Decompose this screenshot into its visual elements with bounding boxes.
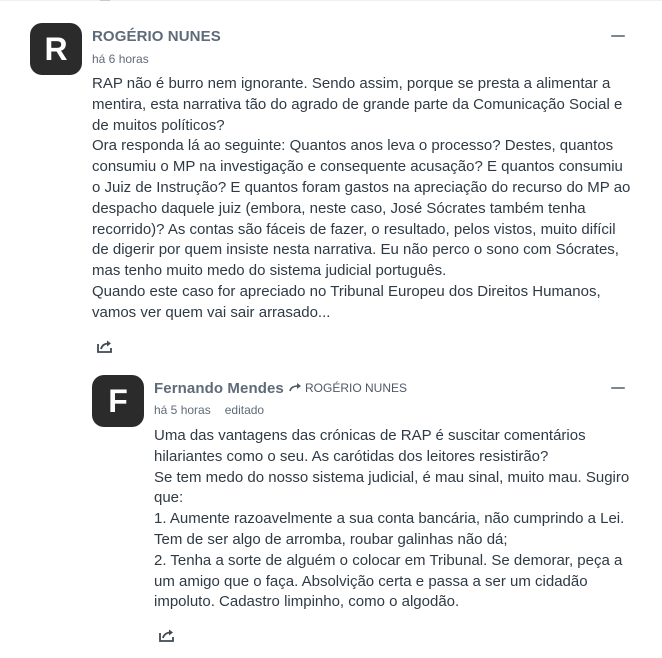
- collapse-button[interactable]: [607, 28, 629, 44]
- comment-paragraph: 1. Aumente razoavelmente a sua conta bancária, não cumprindo a Lei. Tem de ser algo de arromba, roubar galinhas não dá;: [154, 510, 625, 548]
- share-icon: [158, 627, 176, 643]
- comment-timestamp[interactable]: há 5 horas: [154, 403, 211, 417]
- comment-author[interactable]: Fernando Mendes: [154, 380, 284, 397]
- comment-paragraph: Ora responda lá ao seguinte: Quantos anos leva o processo? Destes, quantos consumiu o MP na investigação e consequente acusação? E quantos consumiu o Juiz de Instrução? E quantos foram gastos na apreciação do recurso do MP ao despacho daquele juiz (embora, neste caso, José Sócrates também tenha recorrido)? As contas são fáceis de fazer, o resultado, pelos vistos, muito difícil de digerir por quem insiste nesta narrativa. Eu não perco o sono com Sócrates, mas tenho muito medo do sistema judicial português.: [92, 137, 631, 280]
- share-button[interactable]: [158, 627, 176, 643]
- comment-body: [154, 426, 639, 613]
- collapse-button[interactable]: [607, 380, 629, 396]
- comment-paragraph: Se tem medo do nosso sistema judicial, é mau sinal, muito mau. Sugiro que:: [154, 468, 630, 507]
- comment-body: [92, 74, 632, 324]
- previous-comment-edge: [100, 0, 110, 1]
- minus-icon: [611, 387, 625, 389]
- avatar[interactable]: R: [30, 23, 82, 75]
- minus-icon: [611, 35, 625, 37]
- comment-paragraph: RAP não é burro nem ignorante. Sendo assim, porque se presta a alimentar a mentira, esta narrativa tão do agrado de grande parte da Comunicação Social e de muitos políticos?: [92, 75, 623, 134]
- comment-paragraph: Uma das vantagens das crónicas de RAP é suscitar comentários hilariantes como o seu. As carótidas dos leitores resistirão?: [154, 427, 586, 465]
- comment-paragraph: Quando este caso for apreciado no Tribunal Europeu dos Direitos Humanos, vamos ver quem vai sair arrasado...: [92, 282, 601, 321]
- comment-meta: [154, 403, 264, 417]
- comment-paragraph: 2. Tenha a sorte de alguém o colocar em Tribunal. Se demorar, peça a um amigo que o faça. Absolvição certa e passa a ser um cidadão impoluto. Cadastro limpinho, como o algodão.: [154, 551, 623, 611]
- comment-meta: [92, 52, 149, 66]
- comment-author[interactable]: ROGÉRIO NUNES: [92, 28, 221, 45]
- avatar[interactable]: F: [92, 375, 144, 427]
- reply-to-name[interactable]: ROGÉRIO NUNES: [305, 381, 408, 395]
- edited-label: editado: [224, 403, 265, 417]
- arrow-right-icon: [289, 382, 302, 394]
- reply-to-link[interactable]: [289, 381, 407, 395]
- share-button[interactable]: [96, 338, 114, 354]
- comment-timestamp[interactable]: há 6 horas: [92, 52, 149, 66]
- share-icon: [96, 338, 114, 354]
